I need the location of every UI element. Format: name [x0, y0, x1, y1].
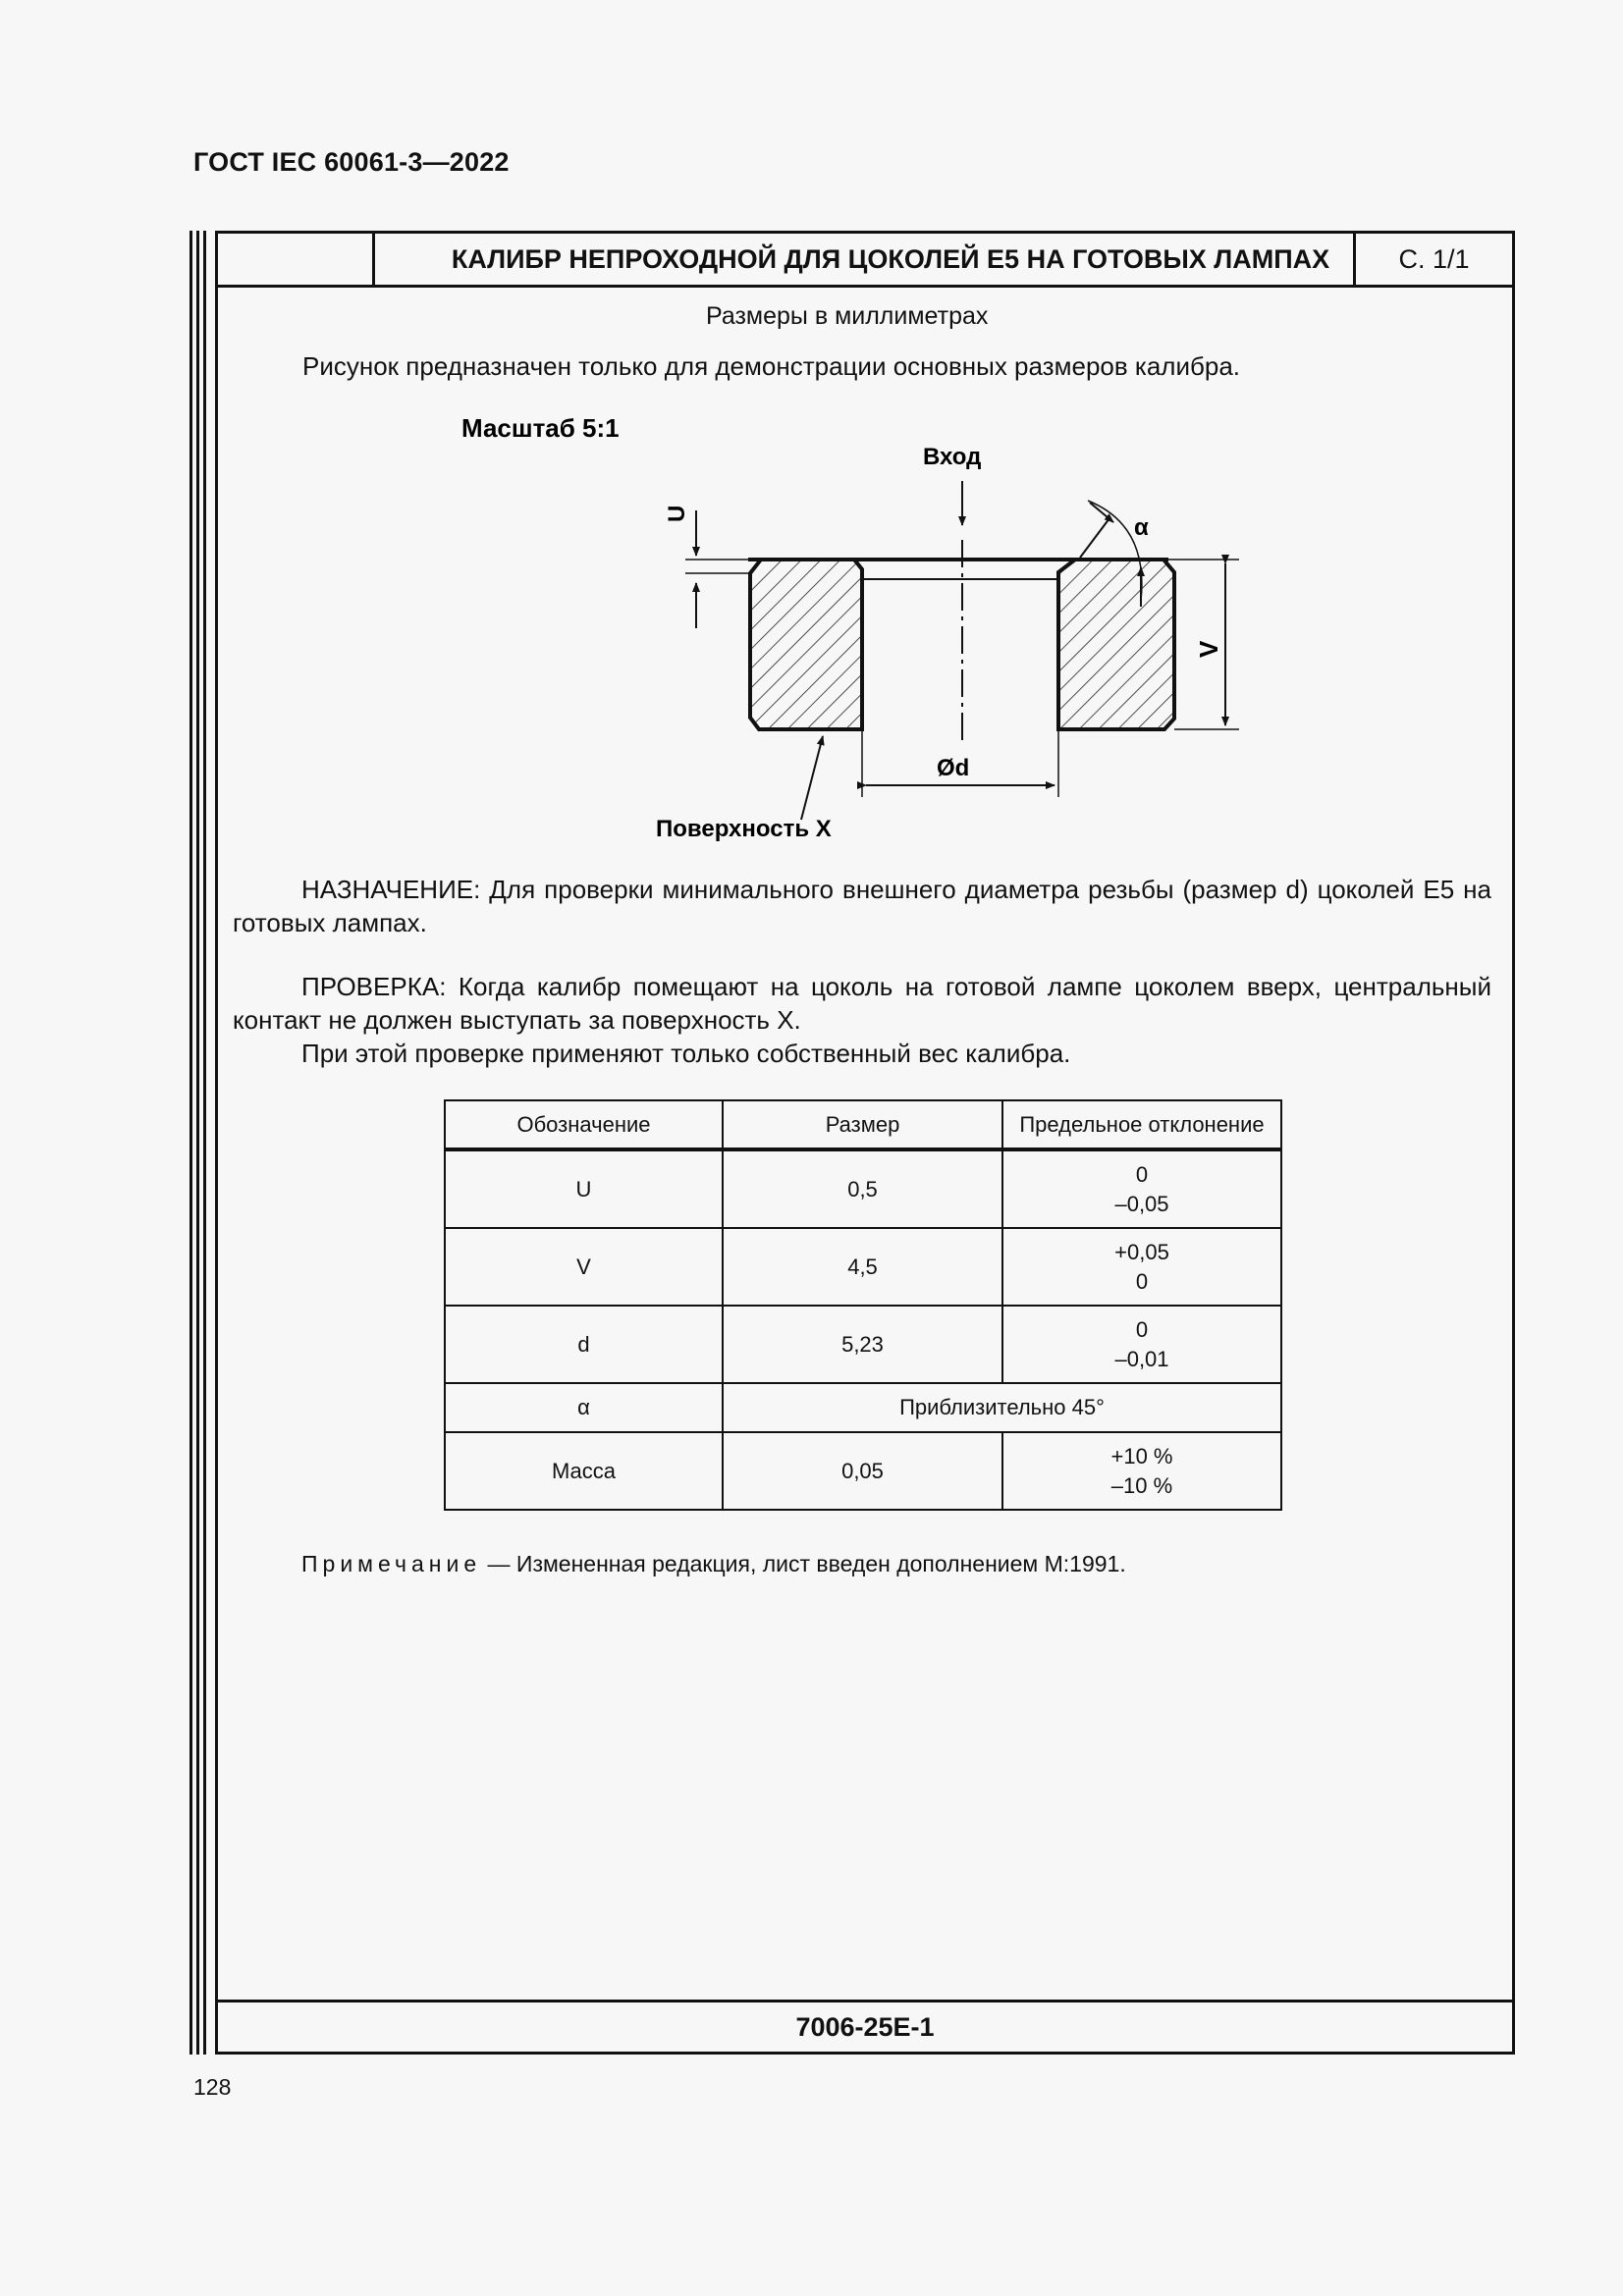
size-cell: 0,05: [723, 1432, 1002, 1510]
page-reference: С. 1/1: [1398, 244, 1470, 274]
tolerance-upper: 0: [1135, 1316, 1149, 1342]
tolerance-lower: –0,05: [1114, 1191, 1169, 1216]
table-row: [445, 1306, 1281, 1383]
size-cell: 0,5: [723, 1149, 1002, 1228]
u-label: U: [664, 505, 690, 522]
gauge-drawing: [0, 0, 1623, 883]
sheet-code: 7006-25E-1: [218, 2000, 1512, 2052]
symbol-cell: α: [445, 1383, 723, 1432]
tolerance-cell: [1002, 1228, 1281, 1306]
symbol-cell: d: [445, 1306, 723, 1383]
purpose-text: НАЗНАЧЕНИЕ: Для проверки минимального внешнего диаметра резьбы (размер d) цоколей Е5 на готовых лампах.: [233, 875, 1491, 937]
note: [301, 1551, 1126, 1577]
units-caption: Размеры в миллиметрах: [706, 302, 989, 330]
merged-value-cell: Приблизительно 45°: [723, 1383, 1281, 1432]
check-paragraph: [233, 970, 1491, 1070]
tolerance-lower: –0,01: [1114, 1346, 1169, 1371]
check-text: ПРОВЕРКА: Когда калибр помещают на цоколь на готовой лампе цоколем вверх, центральный контакт не должен выступать за поверхность X.: [233, 972, 1491, 1035]
d-label: Ød: [937, 755, 970, 781]
symbol-cell: Масса: [445, 1432, 723, 1510]
page-number: 128: [193, 2074, 232, 2100]
table-row: [445, 1228, 1281, 1306]
note-text: — Измененная редакция, лист введен дополнением М:1991.: [481, 1551, 1126, 1576]
check-weight-text: При этой проверке применяют только собственный вес калибра.: [301, 1039, 1071, 1068]
entry-label: Вход: [923, 444, 982, 470]
v-label: V: [1194, 640, 1223, 658]
tolerance-lower: 0: [1135, 1268, 1149, 1294]
gauge-right-section: [1058, 560, 1174, 729]
size-cell: 5,23: [723, 1306, 1002, 1383]
tolerance-cell: [1002, 1149, 1281, 1228]
table-row: [445, 1383, 1281, 1432]
tolerance-upper: +0,05: [1114, 1239, 1169, 1264]
symbol-cell: U: [445, 1149, 723, 1228]
table-row: [445, 1149, 1281, 1228]
symbol-cell: V: [445, 1228, 723, 1306]
document-header: ГОСТ IEC 60061-3—2022: [193, 147, 510, 177]
purpose-paragraph: [233, 873, 1491, 939]
table-row: [445, 1432, 1281, 1510]
tolerance-cell: [1002, 1432, 1281, 1510]
tolerance-lower: –10 %: [1110, 1472, 1173, 1498]
tolerance-upper: 0: [1135, 1161, 1149, 1187]
tolerance-upper: +10 %: [1110, 1443, 1173, 1468]
size-cell: 4,5: [723, 1228, 1002, 1306]
gauge-left-section: [750, 560, 862, 729]
table-header: Обозначение: [445, 1100, 723, 1149]
dimensions-table: [444, 1099, 1282, 1511]
alpha-leader: [1080, 518, 1109, 558]
sheet-title: КАЛИБР НЕПРОХОДНОЙ ДЛЯ ЦОКОЛЕЙ Е5 НА ГОТОВЫХ ЛАМПАХ: [451, 244, 1330, 274]
tolerance-cell: [1002, 1306, 1281, 1383]
table-header: Предельное отклонение: [1002, 1100, 1281, 1149]
alpha-label: α: [1134, 514, 1149, 541]
surface-leader: [801, 736, 823, 820]
surface-label: Поверхность X: [656, 816, 832, 842]
intro-text: Рисунок предназначен только для демонстрации основных размеров калибра.: [302, 351, 1241, 381]
table-header: Размер: [723, 1100, 1002, 1149]
note-label: Примечание: [301, 1551, 482, 1576]
scale-label: Масштаб 5:1: [461, 413, 620, 443]
